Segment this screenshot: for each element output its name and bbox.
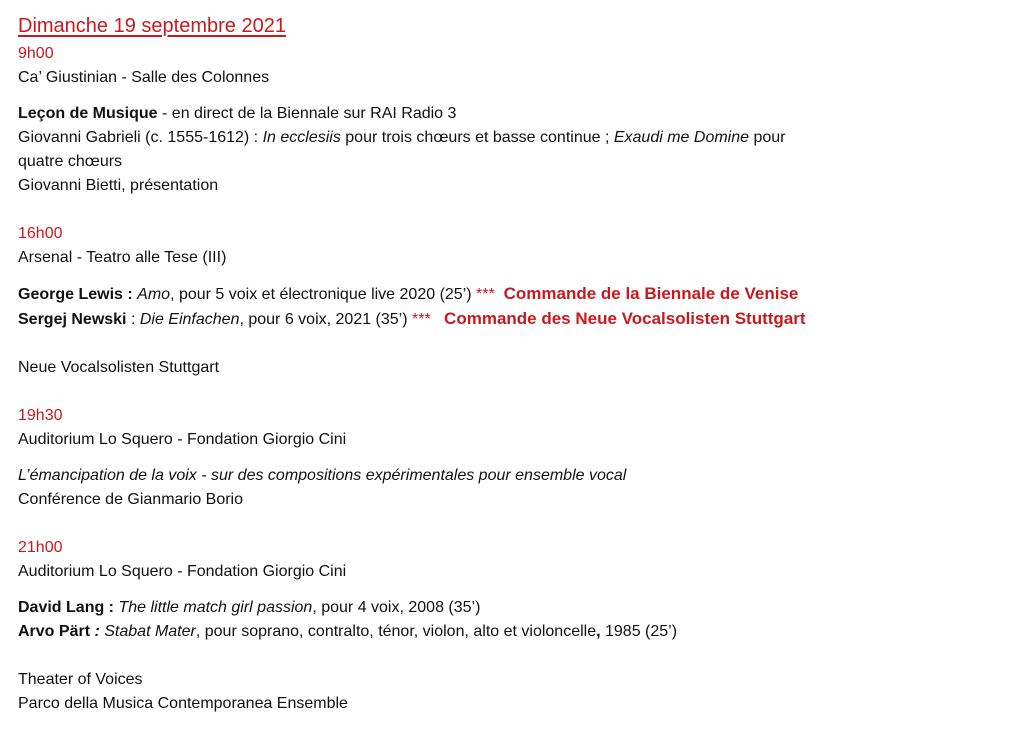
work-composer: Arvo Pärt: [18, 623, 91, 640]
work-title: The little match girl passion: [118, 599, 313, 616]
program-line: [18, 126, 1008, 150]
event-9h00: [18, 42, 1008, 198]
work-composer: David Lang :: [18, 599, 115, 616]
event-venue: Ca’ Giustinian - Salle des Colonnes: [18, 69, 270, 86]
event-title-line: [18, 102, 1008, 126]
work-comma: ,: [596, 623, 601, 640]
presenter: Giovanni Bietti, présentation: [18, 177, 219, 194]
date-heading: Dimanche 19 septembre 2021: [18, 15, 286, 37]
event-time: 9h00: [18, 45, 54, 62]
program-composer: Giovanni Gabrieli (c. 1555-1612) :: [18, 129, 263, 146]
work-desc: , pour 5 voix et électronique live 2020 (25’): [170, 286, 477, 303]
work-stars: ***: [412, 311, 431, 328]
event-venue: Arsenal - Teatro alle Tese (III): [18, 249, 227, 266]
performers: Neue Vocalsolisten Stuttgart: [18, 359, 220, 376]
work-line: [18, 596, 1008, 620]
work-separator: :: [126, 311, 140, 328]
program-work-desc: pour trois chœurs et basse continue ;: [340, 129, 614, 146]
lecture-speaker: Conférence de Gianmario Borio: [18, 491, 244, 508]
work-line: [18, 307, 1008, 332]
work-desc: , pour 4 voix, 2008 (35’): [312, 599, 481, 616]
performers: Parco della Musica Contemporanea Ensemble: [18, 695, 348, 712]
program-work-title: In ecclesiis: [262, 129, 341, 146]
event-venue: Auditorium Lo Squero - Fondation Giorgio Cini: [18, 431, 347, 448]
work-year: 1985 (25’): [600, 623, 678, 640]
program-line-continued: quatre chœurs: [18, 153, 123, 170]
work-desc: , pour 6 voix, 2021 (35’): [239, 311, 413, 328]
work-title: Stabat Mater: [104, 623, 196, 640]
work-stars: ***: [476, 286, 495, 303]
lecture-title-text: L’émancipation de la voix - sur des compositions expérimentales pour ensemble vocal: [18, 467, 627, 484]
event-19h30: [18, 404, 1008, 512]
program-work-title: Exaudi me Domine: [613, 129, 750, 146]
work-line: [18, 620, 1008, 644]
event-time: 16h00: [18, 225, 63, 242]
event-16h00: [18, 222, 1008, 380]
work-commission: Commande de la Biennale de Venise: [503, 284, 799, 303]
event-title-detail: - en direct de la Biennale sur RAI Radio 3: [157, 105, 457, 122]
lecture-title: [18, 464, 1008, 488]
event-time: 19h30: [18, 407, 63, 424]
work-composer: George Lewis :: [18, 286, 133, 303]
performers: Theater of Voices: [18, 671, 143, 688]
work-desc: , pour soprano, contralto, ténor, violon, alto et violoncelle: [195, 623, 597, 640]
program-work-desc: pour: [749, 129, 786, 146]
event-time: 21h00: [18, 539, 63, 556]
work-line: [18, 282, 1008, 307]
event-21h00: [18, 536, 1008, 716]
event-venue: Auditorium Lo Squero - Fondation Giorgio Cini: [18, 563, 347, 580]
event-title: Leçon de Musique: [18, 105, 158, 122]
work-title: Die Einfachen: [139, 311, 240, 328]
program-page: [18, 10, 1008, 716]
work-commission: Commande des Neue Vocalsolisten Stuttgart: [444, 309, 806, 328]
work-separator: :: [90, 623, 105, 640]
work-composer: Sergej Newski: [18, 311, 127, 328]
work-title: Amo: [137, 286, 171, 303]
